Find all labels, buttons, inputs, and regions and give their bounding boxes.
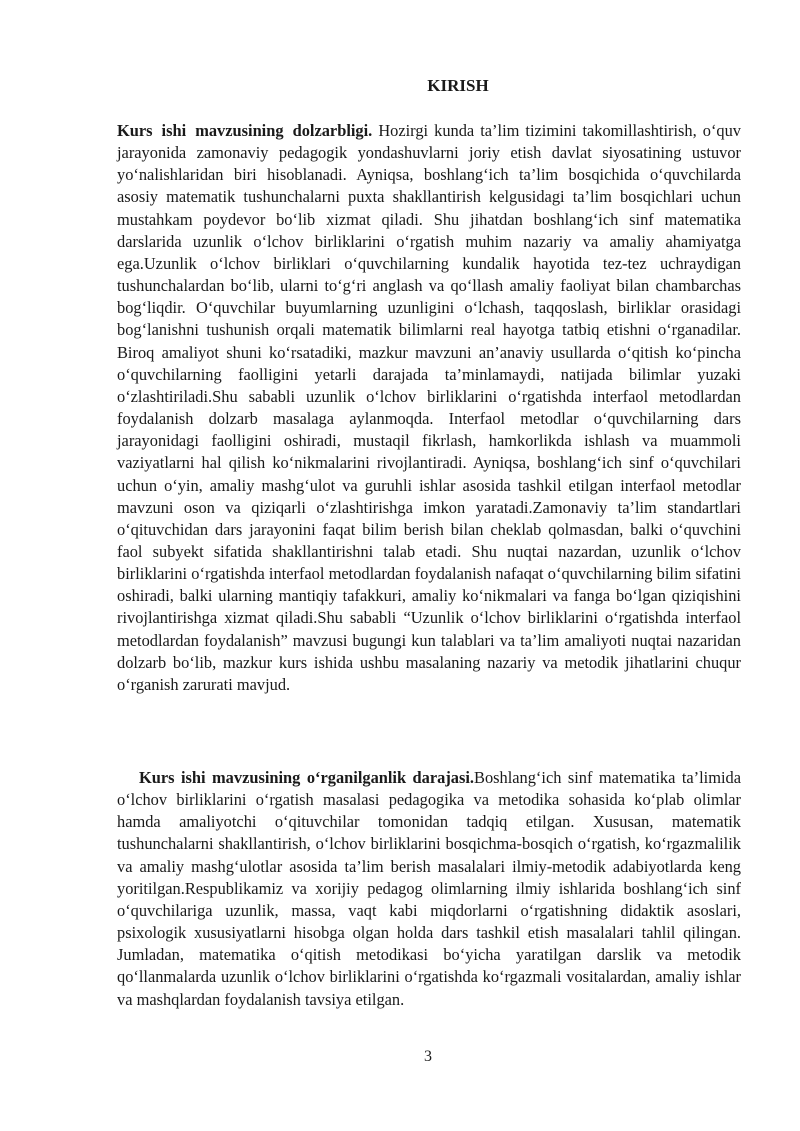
paragraph-body: Boshlang‘ich sinf matematika ta’limida o‘lchov birliklarini o‘rgatish masalasi pedagogika va metodika sohasida ko‘plab olimlar hamda amaliyotchi o‘qituvchilar tomonidan tadqiq etilgan. Xususan, matematik tushunchalarni shakllantirish, o‘lchov birliklarini bosqichma-bosqich o‘rgatish, ko‘rgazmalilik va amaliy mashg‘ulotlar asosida ta’lim berish masalalari ilmiy-metodik adabiyotlarda keng yoritilgan.Respublikamiz va xorijiy pedagog olimlarning ilmiy ishlarida boshlang‘ich sinf o‘quvchilariga uzunlik, massa, vaqt kabi miqdorlarni o‘rgatishning didaktik asoslari, psixologik xususiyatlarni hisobga olgan holda dars tashkil etish masalalari tahlil qilingan. Jumladan, matematika o‘qitish metodikasi bo‘yicha yaratilgan darslik va metodik qo‘llanmalarda uzunlik o‘lchov birliklarini o‘rgatishda ko‘rgazmali vositalardan, amaliy ishlar va mashqlardan foydalanish tavsiya etilgan. xyxy=(117,768,741,1009)
paragraph-relevance xyxy=(117,120,741,696)
page-number: 3 xyxy=(424,1048,432,1065)
paragraph-lead: Kurs ishi mavzusining o‘rganilganlik darajasi. xyxy=(139,768,475,787)
paragraph-study-level xyxy=(117,767,741,1011)
paragraph-body: Hozirgi kunda ta’lim tizimini takomillashtirish, o‘quv jarayonida zamonaviy pedagogik yondashuvlarni joriy etish davlat siyosatining ustuvor yo‘nalishlaridan biri hisoblanadi. Ayniqsa, boshlang‘ich ta’lim bosqichida o‘quvchilarda asosiy matematik tushunchalarni puxta shakllantirish kelgusidagi ta’lim bosqichlari uchun mustahkam poydevor bo‘lib xizmat qiladi. Shu jihatdan boshlang‘ich sinf matematika darslarida uzunlik o‘lchov birliklarini o‘rgatish muhim nazariy va amaliy ahamiyatga ega.Uzunlik o‘lchov birliklari o‘quvchilarning kundalik hayotida tez-tez uchraydigan tushunchalardan bo‘lib, ularni to‘g‘ri anglash va qo‘llash amaliy faoliyat bilan chambarchas bog‘liqdir. O‘quvchilar buyumlarning uzunligini o‘lchash, taqqoslash, birliklar orasidagi bog‘lanishni tushunish orqali matematik bilimlarni real hayotga tatbiq etishni o‘rganadilar. Biroq amaliyot shuni ko‘rsatadiki, mazkur mavzuni an’anaviy usullarda o‘qitish ko‘pincha o‘quvchilarning faolligini yetarli darajada ta’minlamaydi, natijada bilimlar yuzaki o‘zlashtiriladi.Shu sababli uzunlik o‘lchov birliklarini o‘rgatishda interfaol metodlardan foydalanish dolzarb masalaga aylanmoqda. Interfaol metodlar o‘quvchilarning dars jarayonidagi faolligini oshiradi, mustaqil fikrlash, hamkorlikda ishlash va muammoli vaziyatlarni hal qilish ko‘nikmalarini rivojlantiradi. Ayniqsa, boshlang‘ich sinf o‘quvchilari uchun o‘yin, amaliy mashg‘ulot va guruhli ishlar asosida tashkil etilgan interfaol metodlar mavzuni oson va qiziqarli o‘zlashtirishga imkon yaratadi.Zamonaviy ta’lim standartlari o‘qituvchidan dars jarayonini faqat bilim berish bilan cheklab qolmasdan, balki o‘quvchini faol subyekt sifatida shakllantirishni talab etadi. Shu nuqtai nazardan, uzunlik o‘lchov birliklarini o‘rgatishda interfaol metodlardan foydalanish nafaqat o‘quvchilarning bilim sifatini oshiradi, balki ularning mantiqiy tafakkuri, amaliy ko‘nikmalari va fanga bo‘lgan qiziqishini rivojlantirishga xizmat qiladi.Shu sababli “Uzunlik o‘lchov birliklarini o‘rgatishda interfaol metodlardan foydalanish” mavzusi bugungi kun talablari va ta’lim amaliyoti nuqtai nazaridan dolzarb bo‘lib, mazkur kurs ishida ushbu masalaning nazariy va metodik jihatlarini chuqur o‘rganish zarurati mavjud. xyxy=(117,121,741,694)
section-heading: KIRISH xyxy=(427,76,489,95)
paragraph-lead: Kurs ishi mavzusining dolzarbligi. xyxy=(117,121,373,140)
